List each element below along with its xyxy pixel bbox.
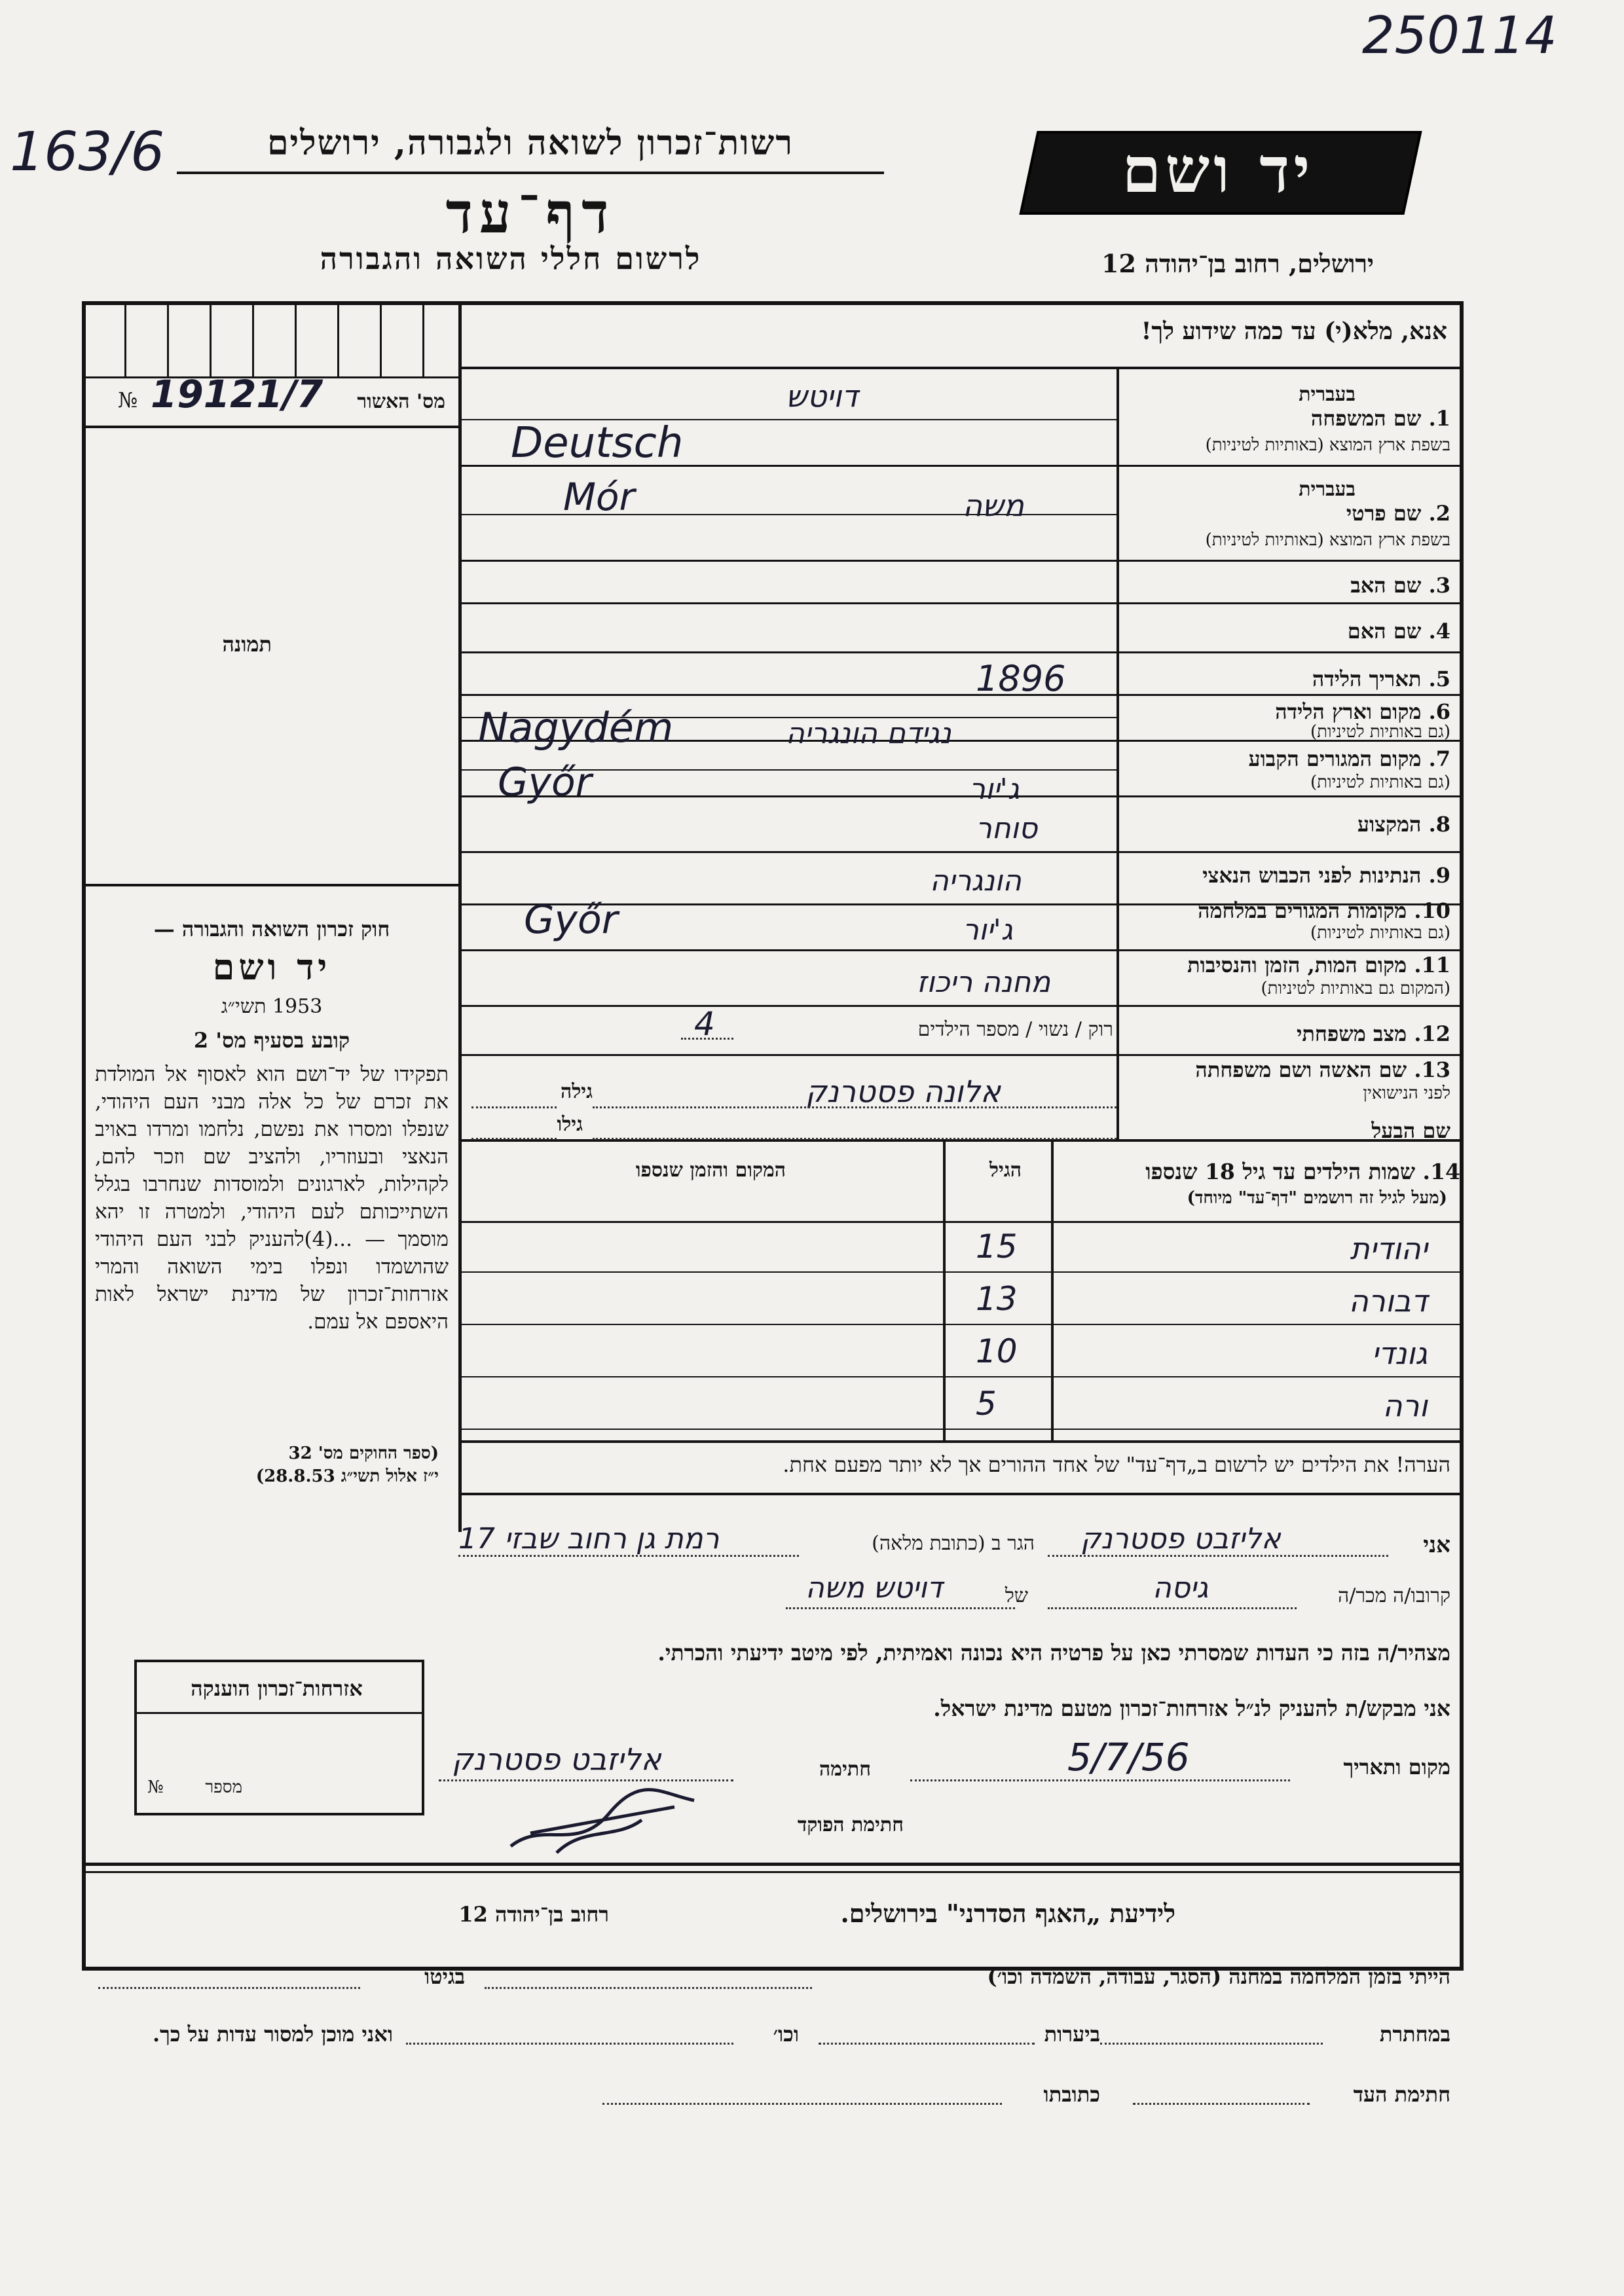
row-rule	[458, 602, 1460, 604]
place-date-value[interactable]: 5/7/56	[1067, 1735, 1190, 1779]
children-bottom-rule	[458, 1440, 1460, 1443]
bottom-line-3-b-dots	[602, 2103, 1002, 2105]
stub-tick	[295, 305, 297, 377]
field-2-sub: בשפת ארץ המוצא (באותיות לטיניות)	[1205, 530, 1450, 550]
field-13-age-label: גילה	[560, 1080, 593, 1103]
field-12-dots	[681, 1038, 733, 1040]
stub-tick	[210, 305, 212, 377]
stub-tick	[380, 305, 382, 377]
declarant-address[interactable]: רמת גן רחוב שבזי 17	[458, 1522, 720, 1556]
bottom-address: רחוב בן־יהודה 12	[458, 1902, 609, 1927]
stub-tick	[252, 305, 254, 377]
stub-tick	[167, 305, 169, 377]
husband-label: שם הבעל	[1371, 1118, 1450, 1143]
header-underline	[177, 172, 884, 174]
children-col-divider	[943, 1142, 946, 1443]
intro-rule	[458, 367, 1460, 369]
file-number: 163/6	[10, 121, 165, 183]
field-1-sub: בשפת ארץ המוצא (באותיות לטיניות)	[1205, 435, 1450, 455]
bottom-line-2-end: ואני מוכן למסור עדות על כך.	[152, 2022, 393, 2047]
field-9-value[interactable]: הונגריה	[930, 864, 1022, 898]
certificate-number-sign: №	[147, 1777, 164, 1797]
relation-mid: של	[1005, 1584, 1028, 1607]
field-4-label: 4. שם האם	[1347, 619, 1450, 644]
children-heading-sub: (מעל לגיל זה רושמים "דף־עד" מיוחד)	[1187, 1188, 1447, 1208]
logo-text: יד ושם	[1122, 133, 1314, 207]
field-2-label: 2. שם פרטי	[1346, 501, 1450, 526]
field-10-latin-value[interactable]: Győr	[524, 897, 618, 943]
logo-address: ירושלים, רחוב בן־יהודה 12	[1101, 249, 1374, 278]
field-1-label: 1. שם המשפחה	[1310, 406, 1450, 431]
place-date-dots	[910, 1779, 1290, 1781]
child-age[interactable]: 5	[976, 1385, 997, 1423]
field-12-options: רוק / נשוי / מספר הילדים	[917, 1018, 1113, 1041]
frame-right	[1460, 301, 1464, 1971]
field-11-label: 11. מקום המות, הזמן והנסיבות	[1187, 953, 1450, 977]
receipt-number-sign: №	[118, 388, 138, 412]
row-rule	[458, 694, 1460, 696]
declarant-name-dots	[1048, 1555, 1388, 1557]
note-rule	[458, 1493, 1460, 1495]
declarant-address-dots	[458, 1555, 799, 1557]
signature-value[interactable]: אליזבט פסטרנק	[452, 1741, 661, 1777]
field-1-heb-value[interactable]: דויטש	[786, 378, 858, 414]
bottom-double-rule	[82, 1871, 1464, 1873]
field-10-sub: (גם באותיות לטיניות)	[1310, 923, 1450, 943]
bottom-ghetto-dots	[98, 1987, 360, 1989]
bottom-line-2-a: במחתרת	[1379, 2022, 1450, 2047]
children-note: הערה! את הילדים יש לרשום ב„דף־עד" של אחד ההורים אך לא יותר מפעם אחת.	[783, 1452, 1450, 1477]
field-6-latin-value[interactable]: Nagydém	[478, 704, 674, 752]
archive-number: 250114	[1362, 7, 1557, 65]
law-logo: יד ושם	[212, 946, 331, 988]
label-column-divider	[1116, 367, 1119, 1139]
org-line: רשות־זכרון לשואה ולגבורה, ירושלים	[267, 123, 794, 163]
field-7-label: 7. מקום המגורים הקבוע	[1248, 746, 1450, 771]
row-rule	[458, 560, 1460, 562]
law-ref-2: י״ז אלול תשי״ג 28.8.53)	[255, 1467, 439, 1486]
child-age[interactable]: 13	[976, 1280, 1018, 1318]
stub-tick	[124, 305, 126, 377]
child-age[interactable]: 10	[976, 1332, 1018, 1370]
field-8-value[interactable]: סוחר	[976, 812, 1038, 845]
certificate-title-rule	[134, 1712, 422, 1714]
husband-age-label: גילו	[557, 1113, 583, 1136]
field-12-label: 12. מצב משפחתי	[1297, 1021, 1450, 1046]
child-name[interactable]: גונדי	[1371, 1336, 1428, 1371]
declaration-text: מצהיר/ה בזה כי העדות שמסרתי כאן על פרטיה היא נכונה ואמיתית, לפי מיטב ידיעתי והכרתי.	[657, 1640, 1450, 1666]
field-5-value[interactable]: 1896	[976, 658, 1066, 699]
relative-dots	[786, 1607, 1015, 1609]
bottom-line-1: הייתי בזמן המלחמה במחנה (הסגר, עבודה, השמדה וכו׳)	[987, 1964, 1450, 1989]
bottom-line-2-b-dots	[819, 2043, 1035, 2045]
field-2-heb-tag: בעברית	[1299, 478, 1356, 501]
field-1-heb-tag: בעברית	[1299, 383, 1356, 406]
left-column-divider	[458, 301, 462, 1532]
child-row-rule	[458, 1376, 1460, 1377]
bottom-line-2-b: ביערות	[1044, 2022, 1100, 2047]
relative-name[interactable]: דויטש משה	[805, 1571, 943, 1605]
bottom-line-2-c: וכו׳	[773, 2022, 799, 2047]
field-13-sub: לפני הנישואין	[1363, 1084, 1450, 1103]
relation-value[interactable]: גיסה	[1153, 1571, 1209, 1605]
certificate-number-label: מספר	[205, 1777, 242, 1797]
declarant-name[interactable]: אליזבט פסטרנק	[1080, 1522, 1281, 1556]
field-9-label: 9. הנתינות לפני הכבוש הנאצי	[1202, 863, 1450, 888]
husband-age-dots	[471, 1138, 557, 1140]
bottom-double-rule	[82, 1863, 1464, 1866]
children-col-divider	[1051, 1142, 1054, 1443]
field-8-label: 8. המקצוע	[1357, 812, 1450, 837]
frame-top	[82, 301, 1464, 305]
field-7-sub: (גם באותיות לטיניות)	[1310, 773, 1450, 792]
bottom-line-2-a-dots	[1100, 2043, 1323, 2045]
law-year: 1953 תשי״ג	[221, 995, 323, 1018]
row-rule	[458, 851, 1460, 853]
receipt-label: מס' האשור	[357, 390, 445, 413]
children-heading: 14. שמות הילדים עד גיל 18 שנספו	[1145, 1159, 1460, 1184]
photo-label: תמונה	[222, 632, 272, 657]
place-date-label: מקום ותאריך	[1343, 1755, 1450, 1779]
field-10-heb-value[interactable]: ג'יור	[963, 913, 1013, 947]
relation-prefix: קרובו/ה מכר/ה	[1337, 1584, 1450, 1607]
receipt-number: 19121/7	[151, 372, 323, 416]
law-box-rule	[82, 884, 462, 886]
children-col-age: הגיל	[989, 1159, 1022, 1182]
official-signature-scribble	[504, 1781, 701, 1859]
child-name[interactable]: דבורה	[1348, 1283, 1428, 1319]
bottom-title: לידיעת „האגף הסדרני" בירושלים.	[840, 1899, 1175, 1928]
bottom-line-2-c-dots	[406, 2043, 733, 2045]
law-ref-1: (ספר החוקים מס' 32	[288, 1444, 439, 1463]
relation-dots	[1048, 1607, 1297, 1609]
field-1-latin-value[interactable]: Deutsch	[511, 419, 684, 467]
bottom-line-3-a-dots	[1133, 2103, 1310, 2105]
field-3-label: 3. שם האב	[1350, 573, 1450, 598]
field-13-value[interactable]: אלונה פסטרנק	[805, 1074, 1001, 1109]
field-13-dots	[593, 1106, 1116, 1108]
field-2-latin-value[interactable]: Mór	[563, 475, 635, 519]
field-13-label: 13. שם האשה ושם משפחתה	[1195, 1057, 1450, 1082]
row-rule	[458, 1005, 1460, 1007]
child-name[interactable]: יהודית	[1350, 1231, 1428, 1266]
field-6-sub: (גם באותיות לטיניות)	[1310, 722, 1450, 742]
child-name[interactable]: ורה	[1382, 1388, 1428, 1423]
husband-dots	[593, 1138, 1116, 1140]
field-11-sub: (המקום גם באותיות לטיניות)	[1261, 979, 1450, 998]
field-12-children-count[interactable]: 4	[694, 1005, 715, 1043]
field-10-label: 10. מקומות המגורים במלחמה	[1198, 898, 1450, 923]
child-age[interactable]: 15	[976, 1228, 1018, 1266]
law-title: חוק זכרון השואה והגבורה —	[153, 917, 390, 941]
form-subtitle: לרשום חללי השואה והגבורה	[320, 241, 702, 276]
request-text: אני מבקש/ת להעניק לנ״ל אזרחות־זכרון מטעם מדינת ישראל.	[933, 1696, 1450, 1721]
bottom-line-1-end: בגיטו	[424, 1964, 465, 1989]
law-section: קובע בסעיף מס' 2	[193, 1028, 350, 1053]
signature-label: חתימה	[819, 1758, 871, 1781]
law-body: תפקידו של יד־ושם הוא לאסוף אל המולדת את זכרם של כל אלה מבני העם היהודי, שנפלו ומסרו את נפשם, נלחמו ומרדו באויב הנאצי ובעוזריו, ולהציב שם וזכר להם, לקהילות, לארגונים ולמוסדות שנחרבו בגלל השתייכותם לעם היהודי, ולמטרה זו יהא מוסמך — ...(4)להעניק לבני העם היהודי שהושמדו ונפלו בימי השואה והמרי אזרחות־זכרון של מדינת ישראל לאות היאספם אל עמם.	[95, 1063, 449, 1334]
official-signature-label: חתימת הפוקד	[797, 1813, 904, 1836]
row-rule	[458, 795, 1460, 797]
field-7-heb-value[interactable]: ג'יור	[969, 773, 1020, 806]
stub-tick	[337, 305, 339, 377]
row-rule	[458, 1054, 1460, 1056]
row-rule	[458, 651, 1460, 653]
frame-left	[82, 301, 86, 1971]
field-11-value[interactable]: מחנה ריכוז	[917, 966, 1051, 999]
field-13-age-dots	[471, 1106, 557, 1108]
field-2-heb-value[interactable]: משה	[963, 488, 1024, 523]
child-row-rule	[458, 1271, 1460, 1273]
children-header-rule	[458, 1221, 1460, 1223]
field-6-heb-value[interactable]: נגידם הונגריה	[786, 717, 951, 750]
child-row-rule	[458, 1324, 1460, 1325]
stub-tick	[422, 305, 424, 377]
form-title: דף־עד	[445, 180, 616, 246]
field-6-label: 6. מקום וארץ הלידה	[1275, 699, 1450, 724]
bottom-line-3-b: כתובתו	[1043, 2082, 1100, 2107]
bottom-line-1-dots	[485, 1987, 812, 1989]
children-col-place: המקום והזמן שנספו	[635, 1159, 786, 1182]
certificate-title: אזרחות־זכרון הוענקה	[191, 1676, 363, 1701]
field-5-label: 5. תאריך הלידה	[1312, 666, 1450, 691]
row-rule	[458, 949, 1460, 951]
field-7-latin-value[interactable]: Győr	[498, 759, 592, 805]
child-row-rule	[458, 1429, 1460, 1430]
declarant-prefix: אני	[1423, 1532, 1450, 1558]
intro-text: אנא, מלא(י) עד כמה שידוע לך!	[1141, 318, 1447, 345]
declarant-mid: הגר ב (כתובת מלאה)	[872, 1532, 1035, 1555]
receipt-rule	[82, 426, 462, 428]
bottom-line-3-a: חתימת העד	[1353, 2082, 1450, 2107]
